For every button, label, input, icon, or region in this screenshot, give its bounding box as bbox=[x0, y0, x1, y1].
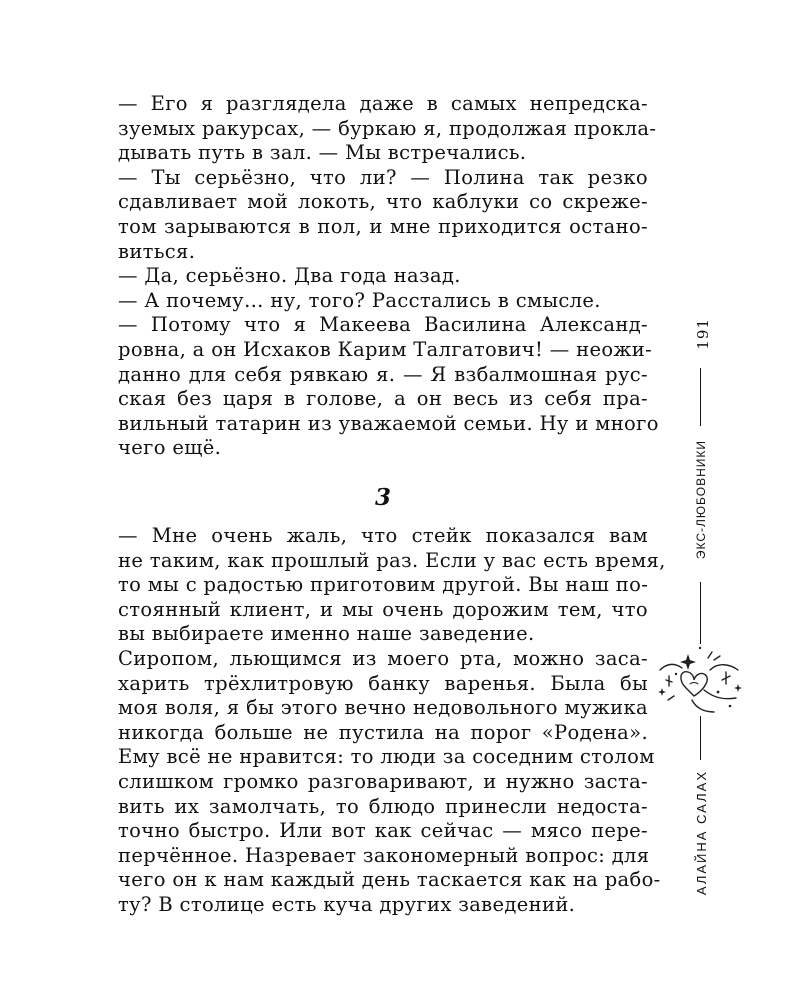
text-line: перчённое. Назревает закономерный вопрос: для bbox=[118, 843, 650, 867]
text-line: виться. bbox=[118, 239, 196, 263]
text-line: вить их замолчать, то блюдо принесли недоста- bbox=[118, 794, 648, 818]
text-line: никогда больше не пустила на порог «Родена». bbox=[118, 720, 648, 744]
author-name: АЛАЙНА САЛАХ bbox=[694, 770, 709, 896]
text-line: вы выбираете именно наше заведение. bbox=[118, 622, 535, 646]
sidebar-rule-middle bbox=[700, 582, 701, 644]
text-line: зуемых ракурсах, — буркаю я, продолжая прокла- bbox=[118, 116, 657, 140]
text-block-2 bbox=[118, 524, 666, 918]
sidebar-rule-bottom bbox=[700, 716, 701, 760]
text-line: чего он к нам каждый день таскается как на рабо- bbox=[118, 868, 661, 892]
text-line: — Потому что я Макеева Василина Александ- bbox=[118, 313, 648, 337]
text-line: слишком громко разговаривают, и нужно застa- bbox=[118, 769, 648, 793]
text-line: вильный татарин из уважаемой семьи. Ну и много bbox=[118, 411, 659, 435]
text-line: данно для себя рявкаю я. — Я взбалмошная рус- bbox=[118, 362, 648, 386]
text-line: харить трёхлитровую банку варенья. Была бы bbox=[118, 671, 648, 695]
text-line: ровна, а он Исхаков Карим Талгатович! — неожи- bbox=[118, 337, 653, 361]
text-line: — Ты серьёзно, что ли? — Полина так резко bbox=[118, 165, 648, 189]
text-line: — Да, серьёзно. Два года назад. bbox=[118, 264, 461, 288]
text-line: Ему всё не нравится: то люди за соседним столом bbox=[118, 745, 655, 769]
text-line: — А почему… ну, того? Расстались в смысле. bbox=[118, 288, 601, 312]
page-number: 191 bbox=[694, 318, 712, 350]
text-line: сдавливает мой локоть, что каблуки со скреже- bbox=[118, 190, 648, 214]
text-line: моя воля, я бы этого вечно недовольного мужика bbox=[118, 696, 648, 720]
text-line: ская без царя в голове, а он весь из себя пра- bbox=[118, 387, 648, 411]
text-line: Сиропом, льющимся из моего рта, можно заса- bbox=[118, 646, 648, 670]
text-line: точно быстро. Или вот как сейчас — мясо пере- bbox=[118, 819, 648, 843]
text-line: — Мне очень жаль, что стейк показался вам bbox=[118, 524, 648, 547]
chapter-number: 3 bbox=[374, 484, 391, 511]
sidebar-rule-top bbox=[700, 368, 701, 426]
text-line: чего ещё. bbox=[118, 436, 222, 460]
series-title: ЭКС-ЛЮБОВНИКИ bbox=[694, 440, 708, 560]
text-line: — Его я разглядела даже в самых непредска- bbox=[118, 92, 648, 115]
heart-sparkle-ornament-icon bbox=[652, 640, 750, 718]
text-line: то мы с радостью приготовим другой. Вы наш по- bbox=[118, 573, 649, 597]
text-line: том зарываются в пол, и мне приходится остано- bbox=[118, 214, 648, 238]
text-block-1 bbox=[118, 92, 659, 461]
text-line: ту? В столице есть куча других заведений. bbox=[118, 892, 576, 916]
text-line: не таким, как прошлый раз. Если у вас есть время, bbox=[118, 548, 666, 572]
text-line: стоянный клиент, и мы очень дорожим тем, что bbox=[118, 597, 648, 621]
text-line: дывать путь в зал. — Мы встречались. bbox=[118, 141, 527, 165]
